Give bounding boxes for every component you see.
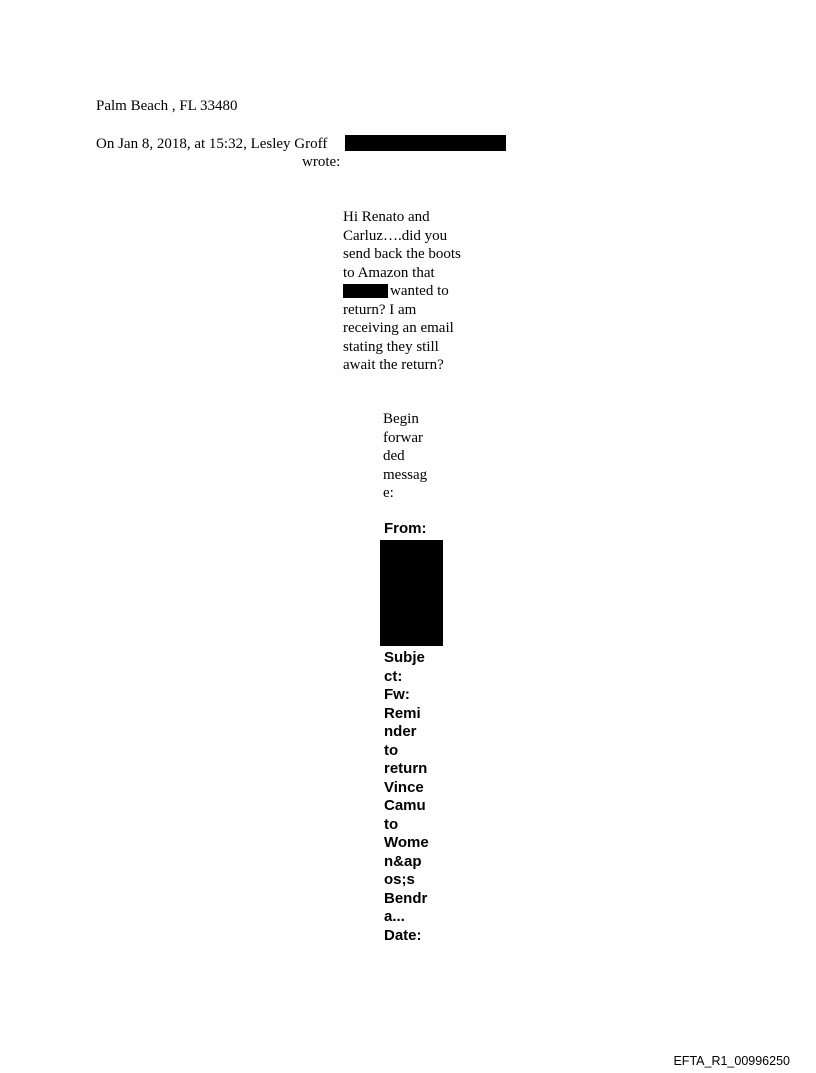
forwarded-line: messag <box>383 466 428 483</box>
message-line: to Amazon that <box>343 264 435 281</box>
message-line: return? I am <box>343 301 417 318</box>
message-line: send back the boots <box>343 246 461 262</box>
message-line: stating they still <box>343 338 439 355</box>
subject-line: Date: <box>384 926 422 944</box>
redaction-from <box>380 540 443 646</box>
message-line: wanted to <box>343 282 461 301</box>
message-line: Hi Renato and <box>343 209 430 225</box>
quote-header-line1: On Jan 8, 2018, at 15:32, Lesley Groff <box>96 136 328 152</box>
subject-line: Fw: <box>384 686 410 703</box>
subject-line: return <box>384 760 428 777</box>
subject-block <box>384 649 429 945</box>
footer-document-id: EFTA_R1_00996250 <box>673 1054 790 1068</box>
from-label: From: <box>384 520 427 537</box>
subject-line: Remi <box>384 704 421 722</box>
subject-line: Subje <box>384 649 425 666</box>
quote-header-line2: wrote: <box>302 154 341 170</box>
subject-line: a... <box>384 908 405 925</box>
redaction-email <box>345 135 506 151</box>
subject-line: to <box>384 741 399 759</box>
forwarded-line: e: <box>383 485 394 501</box>
subject-line: to <box>384 815 399 833</box>
forwarded-line: forwar <box>383 429 423 446</box>
subject-line: Wome <box>384 834 429 851</box>
message-body <box>343 208 461 375</box>
subject-line: Bendr <box>384 889 428 907</box>
subject-line: os;s <box>384 871 415 888</box>
redaction-name <box>343 284 388 298</box>
subject-line: Camu <box>384 797 426 814</box>
subject-line: ct: <box>384 667 403 685</box>
subject-line: nder <box>384 723 417 740</box>
message-line: Carluz….did you <box>343 227 448 244</box>
message-line: await the return? <box>343 357 444 373</box>
subject-line: Vince <box>384 778 424 796</box>
forwarded-line: ded <box>383 448 405 464</box>
forwarded-intro <box>383 410 427 503</box>
message-line: receiving an email <box>343 320 454 336</box>
forwarded-line: Begin <box>383 411 419 427</box>
subject-line: n&ap <box>384 852 422 870</box>
address-line: Palm Beach , FL 33480 <box>96 98 238 114</box>
